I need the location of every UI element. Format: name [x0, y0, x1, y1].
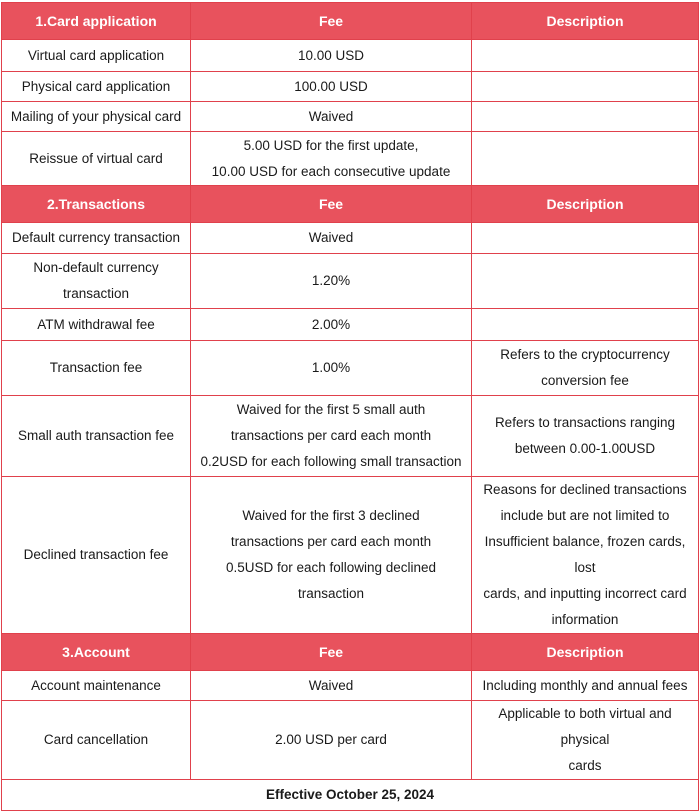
table-row — [2, 72, 699, 102]
fee-item: Transaction fee — [2, 341, 191, 396]
table-row — [2, 40, 699, 72]
description-column-header: Description — [472, 3, 699, 40]
fee-amount: 100.00 USD — [191, 72, 472, 102]
fee-amount: 1.20% — [191, 254, 472, 309]
fee-amount: 5.00 USD for the first update, 10.00 USD for each consecutive update — [191, 132, 472, 186]
fee-item: Mailing of your physical card — [2, 102, 191, 132]
table-row — [2, 477, 699, 634]
fee-amount: 2.00% — [191, 309, 472, 341]
fee-description — [472, 102, 699, 132]
fee-table — [1, 2, 699, 811]
fee-item: Default currency transaction — [2, 223, 191, 254]
fee-description: Reasons for declined transactions include but are not limited to Insufficient balance, frozen cards, lost cards, and inputting incorrect card information — [472, 477, 699, 634]
table-row — [2, 102, 699, 132]
fee-item: Physical card application — [2, 72, 191, 102]
fee-item: Account maintenance — [2, 671, 191, 701]
fee-amount: 2.00 USD per card — [191, 701, 472, 780]
fee-amount: Waived — [191, 671, 472, 701]
section-title: 1.Card application — [2, 3, 191, 40]
fee-item: ATM withdrawal fee — [2, 309, 191, 341]
section-header-account — [2, 634, 699, 671]
section-header-card-application — [2, 3, 699, 40]
fee-amount: Waived for the first 5 small auth transactions per card each month 0.2USD for each following small transaction — [191, 396, 472, 477]
fee-amount: Waived — [191, 223, 472, 254]
table-row — [2, 309, 699, 341]
fee-description: Applicable to both virtual and physical cards — [472, 701, 699, 780]
fee-description: Refers to the cryptocurrency conversion fee — [472, 341, 699, 396]
fee-description — [472, 254, 699, 309]
fee-column-header: Fee — [191, 3, 472, 40]
fee-description — [472, 132, 699, 186]
fee-description — [472, 309, 699, 341]
section-title: 3.Account — [2, 634, 191, 671]
effective-date: Effective October 25, 2024 — [2, 780, 699, 811]
fee-description — [472, 223, 699, 254]
table-row — [2, 254, 699, 309]
fee-description: Including monthly and annual fees — [472, 671, 699, 701]
fee-item: Non-default currency transaction — [2, 254, 191, 309]
table-row — [2, 671, 699, 701]
fee-description: Refers to transactions ranging between 0.00-1.00USD — [472, 396, 699, 477]
fee-item: Reissue of virtual card — [2, 132, 191, 186]
fee-amount: Waived — [191, 102, 472, 132]
table-row — [2, 396, 699, 477]
fee-description — [472, 72, 699, 102]
description-column-header: Description — [472, 634, 699, 671]
fee-item: Declined transaction fee — [2, 477, 191, 634]
fee-description — [472, 40, 699, 72]
fee-item: Virtual card application — [2, 40, 191, 72]
section-header-transactions — [2, 186, 699, 223]
table-row — [2, 701, 699, 780]
fee-item: Small auth transaction fee — [2, 396, 191, 477]
description-column-header: Description — [472, 186, 699, 223]
fee-amount: Waived for the first 3 declined transactions per card each month 0.5USD for each following declined transaction — [191, 477, 472, 634]
table-row — [2, 341, 699, 396]
fee-column-header: Fee — [191, 186, 472, 223]
footer-row — [2, 780, 699, 811]
table-row — [2, 223, 699, 254]
fee-column-header: Fee — [191, 634, 472, 671]
fee-amount: 1.00% — [191, 341, 472, 396]
section-title: 2.Transactions — [2, 186, 191, 223]
fee-amount: 10.00 USD — [191, 40, 472, 72]
fee-item: Card cancellation — [2, 701, 191, 780]
table-row — [2, 132, 699, 186]
